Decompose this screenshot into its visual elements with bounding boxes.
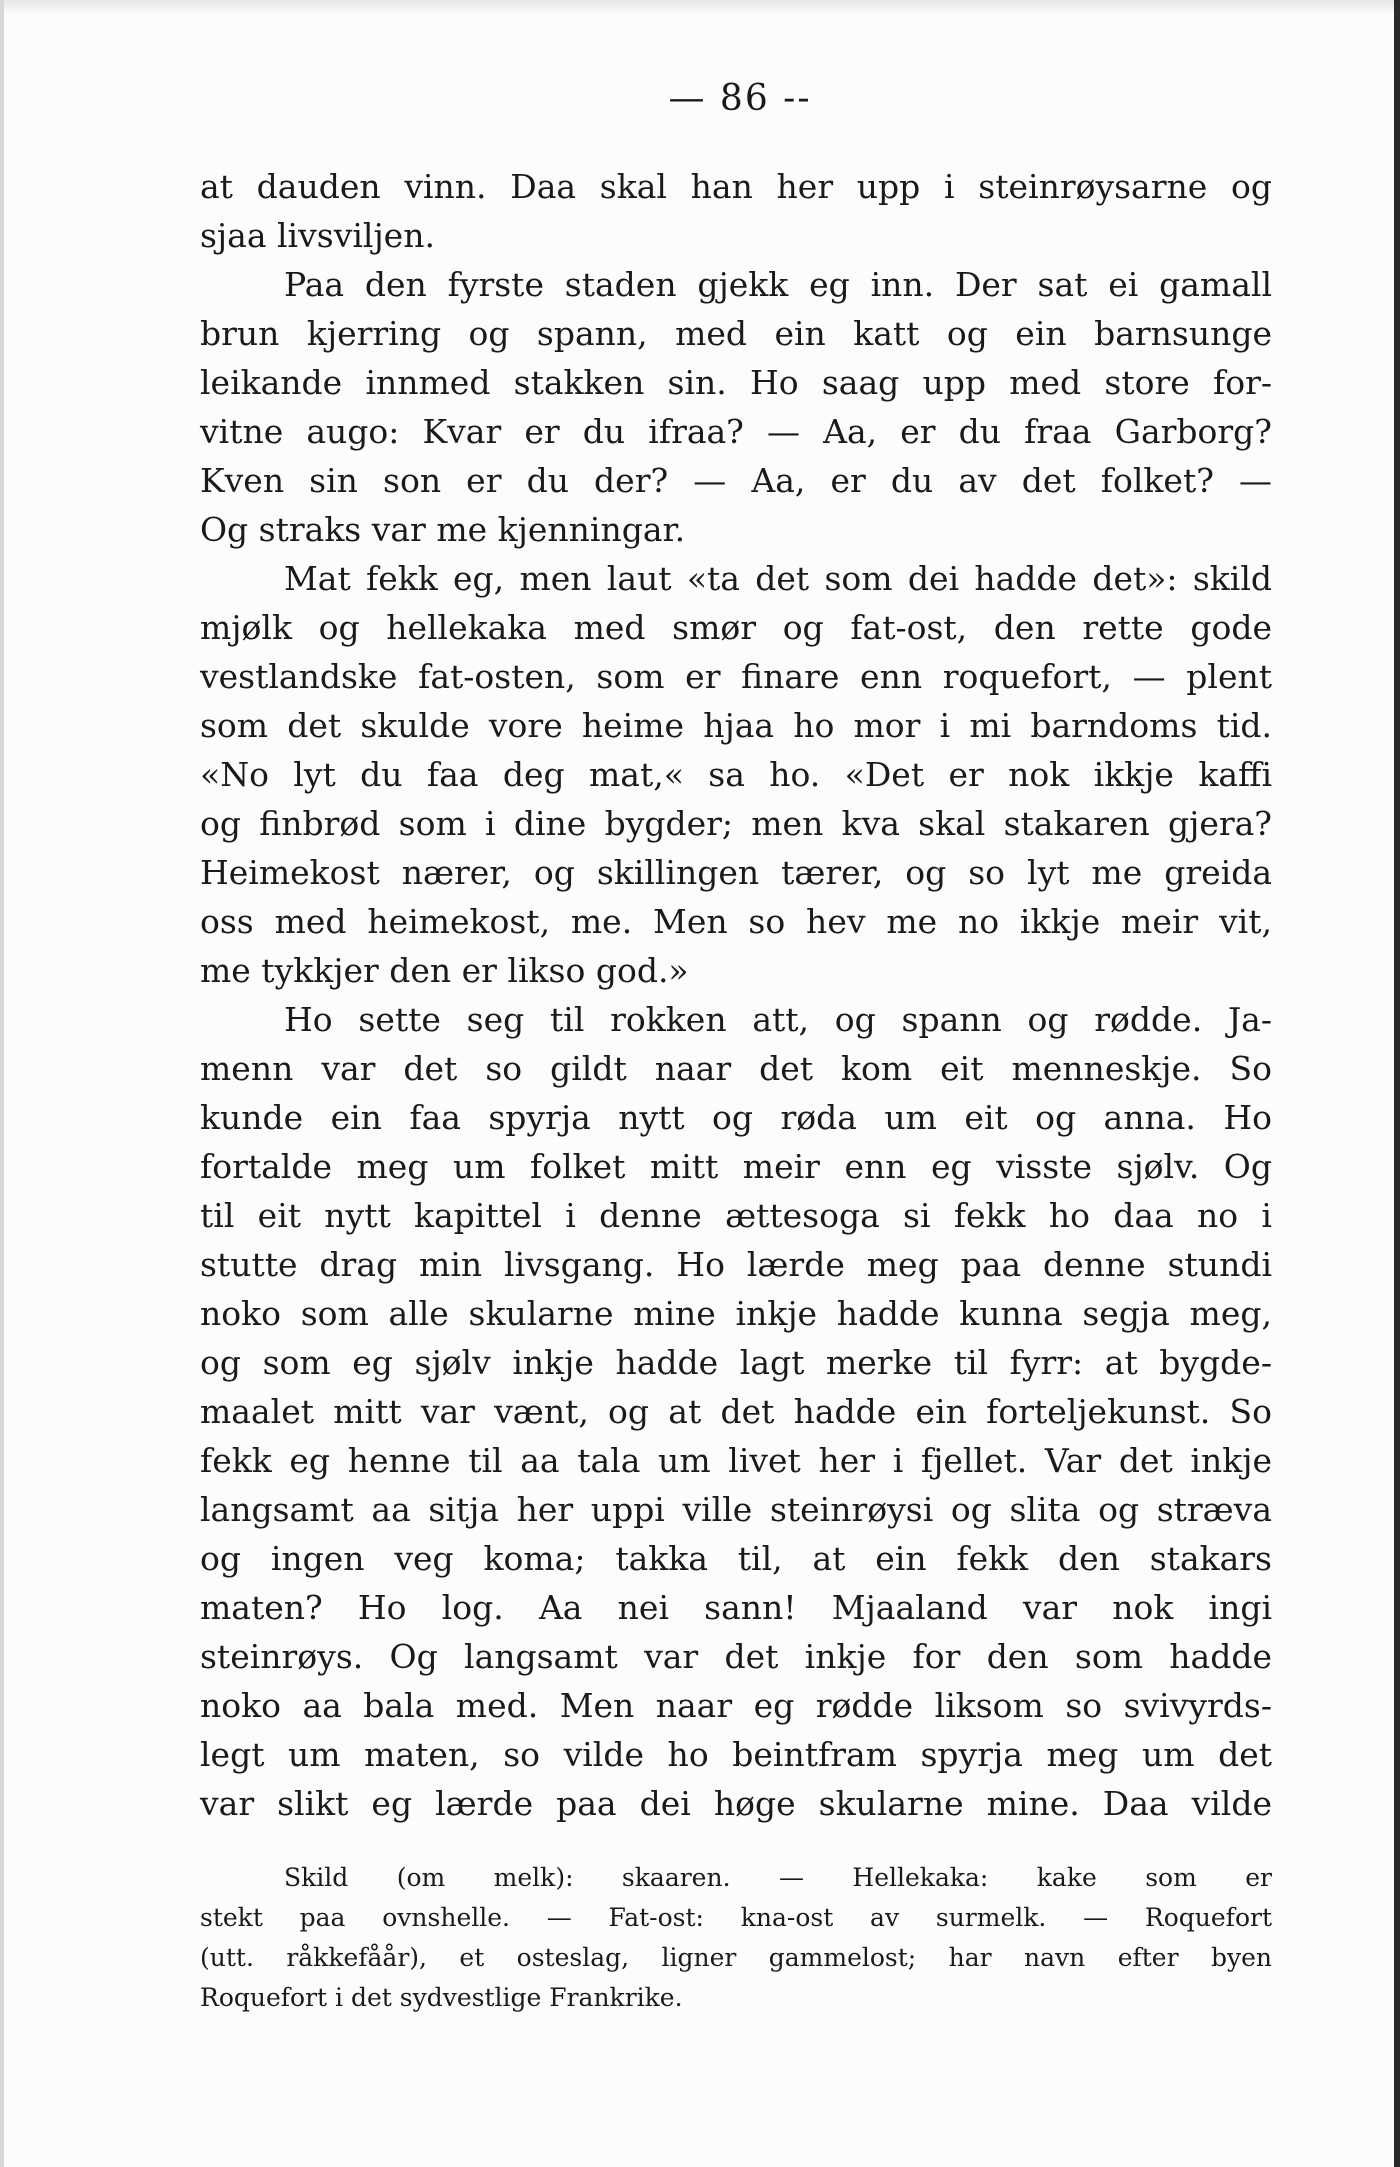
text-line: som det skulde vore heime hjaa ho mor i mi barndoms tid.	[200, 706, 1272, 745]
footnotes	[200, 1858, 1272, 2018]
text-line: «No lyt du faa deg mat,« sa ho. «Det er nok ikkje kaffi	[200, 755, 1272, 794]
text-line: og finbrød som i dine bygder; men kva skal stakaren gjera?	[200, 804, 1272, 843]
text-line: stutte drag min livsgang. Ho lærde meg paa denne stundi	[200, 1245, 1272, 1284]
text-line: leikande innmed stakken sin. Ho saag upp med store for-	[200, 363, 1272, 402]
text-line: legt um maten, so vilde ho beintfram spyrja meg um det	[200, 1735, 1272, 1774]
text-line: menn var det so gildt naar det kom eit menneskje. So	[200, 1049, 1272, 1088]
text-line: fortalde meg um folket mitt meir enn eg visste sjølv. Og	[200, 1147, 1272, 1186]
text-line: Ho sette seg til rokken att, og spann og rødde. Ja-	[284, 1000, 1272, 1039]
footnote-line: Skild (om melk): skaaren. — Hellekaka: kake som er	[284, 1863, 1272, 1892]
text-line: til eit nytt kapittel i denne ættesoga si fekk ho daa no i	[200, 1196, 1272, 1235]
text-line: maalet mitt var vænt, og at det hadde ein forteljekunst. So	[200, 1392, 1272, 1431]
text-line: og som eg sjølv inkje hadde lagt merke til fyrr: at bygde-	[200, 1343, 1272, 1382]
scan-edge-top	[0, 0, 1400, 14]
text-line: vitne augo: Kvar er du ifraa? — Aa, er du fraa Garborg?	[200, 412, 1272, 451]
text-line: noko som alle skularne mine inkje hadde kunna segja meg,	[200, 1294, 1272, 1333]
text-line: kunde ein faa spyrja nytt og røda um eit og anna. Ho	[200, 1098, 1272, 1137]
text-line: Mat fekk eg, men laut «ta det som dei hadde det»: skild	[284, 559, 1272, 598]
text-line: vestlandske fat-osten, som er finare enn roquefort, — plent	[200, 657, 1272, 696]
text-line: langsamt aa sitja her uppi ville steinrøysi og slita og stræva	[200, 1490, 1272, 1529]
scan-edge-right	[1394, 0, 1400, 2167]
page-number: — 86 --	[668, 78, 812, 119]
text-line: brun kjerring og spann, med ein katt og ein barnsunge	[200, 314, 1272, 353]
text-line: at dauden vinn. Daa skal han her upp i steinrøysarne og	[200, 167, 1272, 206]
text-line: Paa den fyrste staden gjekk eg inn. Der sat ei gamall	[284, 265, 1272, 304]
text-line: mjølk og hellekaka med smør og fat-ost, den rette gode	[200, 608, 1272, 647]
text-line: steinrøys. Og langsamt var det inkje for den som hadde	[200, 1637, 1272, 1676]
text-line: Kven sin son er du der? — Aa, er du av det folket? —	[200, 461, 1272, 500]
scan-edge-left	[0, 0, 4, 2167]
body-text	[200, 162, 1272, 1828]
text-line: fekk eg henne til aa tala um livet her i fjellet. Var det inkje	[200, 1441, 1272, 1480]
footnote-line: Roquefort i det sydvestlige Frankrike.	[200, 1983, 683, 2012]
text-line: og ingen veg koma; takka til, at ein fekk den stakars	[200, 1539, 1272, 1578]
text-line: var slikt eg lærde paa dei høge skularne mine. Daa vilde	[200, 1784, 1272, 1823]
text-line: noko aa bala med. Men naar eg rødde liksom so svivyrds-	[200, 1686, 1272, 1725]
footnote-line: stekt paa ovnshelle. — Fat-ost: kna-ost av surmelk. — Roquefort	[200, 1903, 1272, 1932]
text-line: me tykkjer den er likso god.»	[200, 951, 689, 990]
text-line: maten? Ho log. Aa nei sann! Mjaaland var nok ingi	[200, 1588, 1272, 1627]
text-line: Heimekost nærer, og skillingen tærer, og so lyt me greida	[200, 853, 1272, 892]
text-line: Og straks var me kjenningar.	[200, 510, 686, 549]
text-line: oss med heimekost, me. Men so hev me no ikkje meir vit,	[200, 902, 1272, 941]
footnote-line: (utt. råkkefåår), et osteslag, ligner gammelost; har navn efter byen	[200, 1943, 1272, 1972]
text-line: sjaa livsviljen.	[200, 216, 435, 255]
